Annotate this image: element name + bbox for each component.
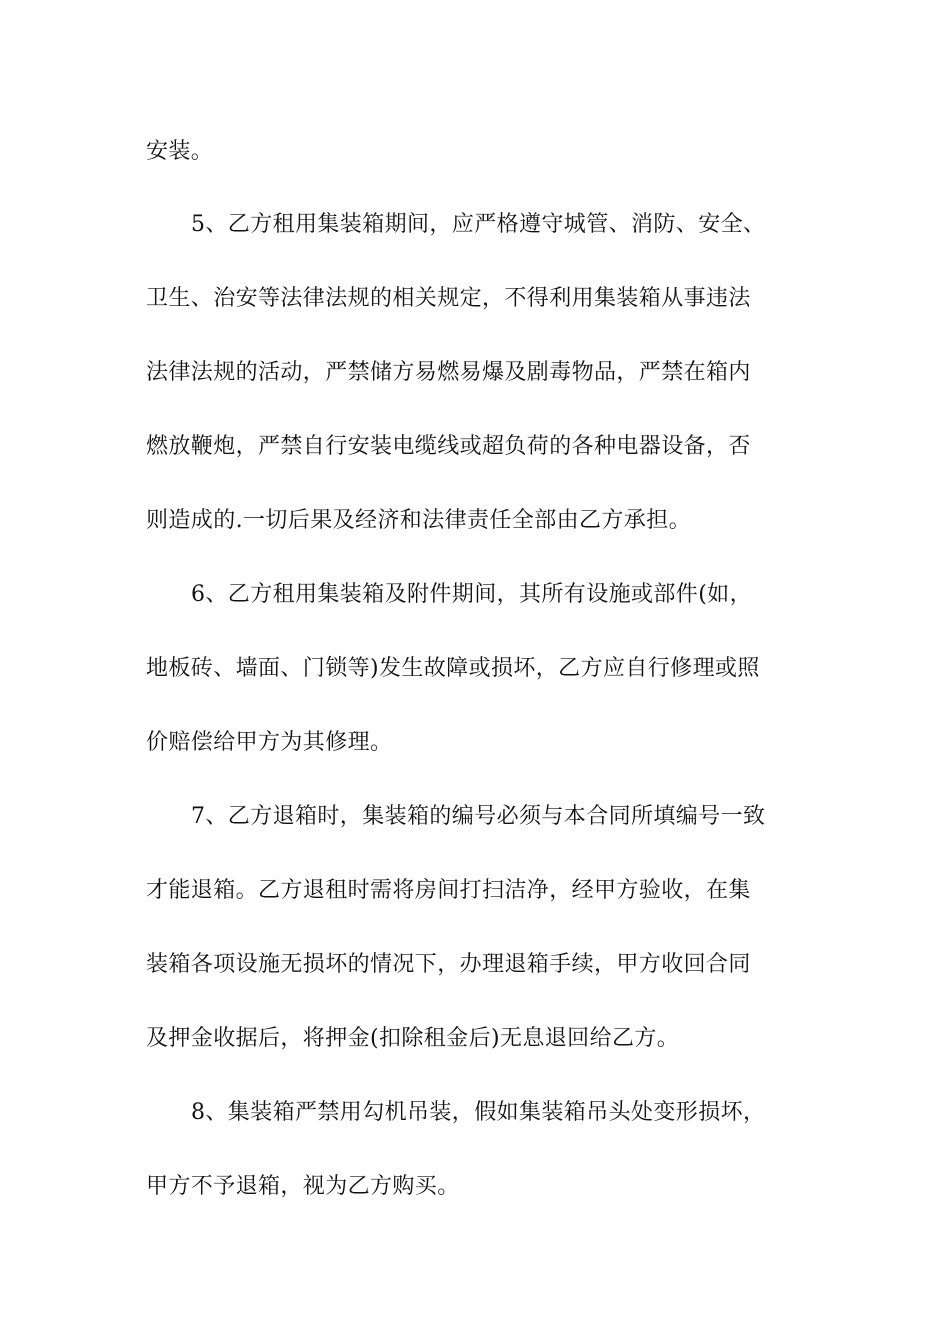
text-line: 则造成的.一切后果及经济和法律责任全部由乙方承担。 [146, 508, 691, 533]
text-line: 燃放鞭炮，严禁自行安装电缆线或超负荷的各种电器设备，否 [146, 434, 751, 459]
text-line: 及押金收据后，将押金(扣除租金后)无息退回给乙方。 [146, 1026, 680, 1051]
paragraph-6-start: 6、乙方租用集装箱及附件期间，其所有设施或部件(如， [191, 582, 752, 607]
text-line: 安装。 [146, 139, 214, 164]
text-line: 卫生、治安等法律法规的相关规定，不得利用集装箱从事违法 [146, 286, 751, 311]
paragraph-5-start: 5、乙方租用集装箱期间，应严格遵守城管、消防、安全、 [191, 212, 766, 237]
text-line: 甲方不予退箱，视为乙方购买。 [146, 1174, 460, 1199]
paragraph-8-start: 8、集装箱严禁用勾机吊装，假如集装箱吊头处变形损坏， [191, 1100, 766, 1125]
text-line: 地板砖、墙面、门锁等)发生故障或损坏，乙方应自行修理或照 [146, 656, 760, 681]
text-line: 装箱各项设施无损坏的情况下，办理退箱手续，甲方收回合同 [146, 952, 751, 977]
text-line: 法律法规的活动，严禁储方易燃易爆及剧毒物品，严禁在箱内 [146, 360, 751, 385]
text-line: 才能退箱。乙方退租时需将房间打扫洁净，经甲方验收，在集 [146, 878, 751, 903]
paragraph-7-start: 7、乙方退箱时，集装箱的编号必须与本合同所填编号一致 [191, 804, 766, 829]
text-line: 价赔偿给甲方为其修理。 [146, 730, 393, 755]
